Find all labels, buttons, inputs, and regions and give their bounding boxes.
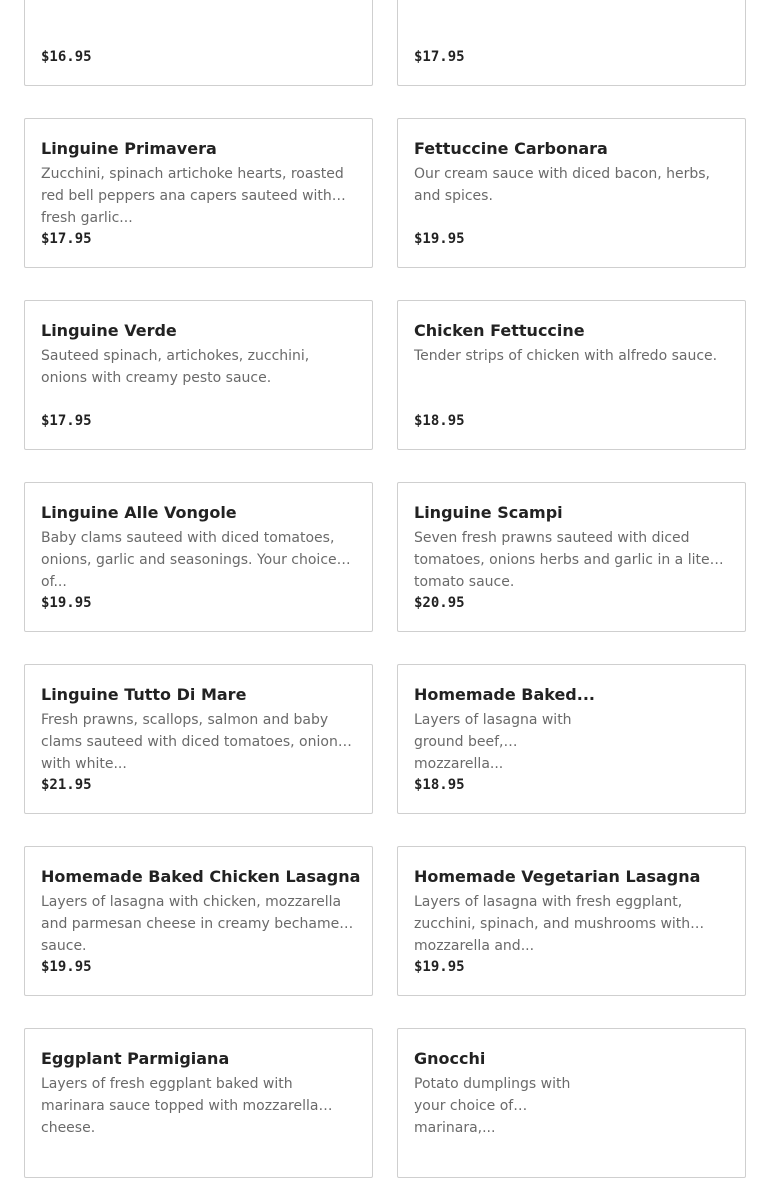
menu-item-card[interactable]: [24, 300, 373, 450]
menu-item-price: $17.95: [41, 231, 92, 247]
menu-item-name: Linguine Alle Vongole: [41, 503, 237, 522]
menu-item-card[interactable]: [397, 846, 746, 996]
menu-item-description: Layers of lasagna with ground beef, mozzarella...: [414, 712, 572, 772]
menu-item-card[interactable]: [397, 482, 746, 632]
menu-item-name: Linguine Primavera: [41, 139, 217, 158]
menu-item-description: Tender strips of chicken with alfredo sauce.: [414, 348, 718, 364]
menu-item-price: $19.95: [414, 959, 465, 975]
menu-item-name: Fettuccine Carbonara: [414, 139, 608, 158]
menu-item-card[interactable]: [24, 482, 373, 632]
menu-item-name: Linguine Tutto Di Mare: [41, 685, 247, 704]
menu-item-description: Layers of lasagna with chicken, mozzarella and parmesan cheese in creamy bechamel sauce.: [41, 894, 344, 954]
menu-item-description: Sauteed spinach, artichokes, zucchini, onions with creamy pesto sauce.: [41, 348, 310, 386]
menu-item-price: $19.95: [41, 959, 92, 975]
menu-item-name: Chicken Fettuccine: [414, 321, 585, 340]
menu-item-price: $18.95: [414, 413, 465, 429]
menu-item-description: Our cream sauce with diced bacon, herbs, and spices.: [414, 166, 710, 204]
menu-item-price: $17.95: [414, 49, 465, 65]
menu-item-description: Fresh prawns, scallops, salmon and baby clams sauteed with diced tomatoes, onions with white...: [41, 712, 346, 772]
menu-item-price: $18.95: [414, 777, 465, 793]
menu-item-card[interactable]: [24, 846, 373, 996]
menu-item-name: Linguine Verde: [41, 321, 177, 340]
menu-item-name: Homemade Baked...: [414, 685, 595, 704]
menu-item-name: Linguine Scampi: [414, 503, 563, 522]
menu-item-description: [414, 0, 729, 1]
menu-item-card[interactable]: [24, 1028, 373, 1178]
menu-item-price: $16.95: [41, 49, 92, 65]
menu-item-name: Homemade Vegetarian Lasagna: [414, 867, 701, 886]
menu-item-card[interactable]: [397, 1028, 746, 1178]
menu-item-price: $21.95: [41, 777, 92, 793]
menu-item-card[interactable]: [397, 300, 746, 450]
menu-item-description: Zucchini, spinach artichoke hearts, roasted red bell peppers ana capers sauteed with fresh garlic...: [41, 166, 344, 226]
menu-item-card[interactable]: [397, 0, 746, 86]
menu-items-grid: [24, 0, 746, 1178]
menu-item-card[interactable]: [397, 664, 746, 814]
menu-item-name: Homemade Baked Chicken Lasagna: [41, 867, 361, 886]
menu-item-description: [41, 0, 356, 1]
menu-item-description: Layers of fresh eggplant baked with marinara sauce topped with mozzarella cheese.: [41, 1076, 319, 1136]
menu-item-name: Gnocchi: [414, 1049, 486, 1068]
menu-item-card[interactable]: [24, 118, 373, 268]
menu-item-card[interactable]: [24, 664, 373, 814]
menu-item-description: Potato dumplings with your choice of marinara,...: [414, 1076, 571, 1136]
menu-item-card[interactable]: [24, 0, 373, 86]
menu-item-description: Seven fresh prawns sauteed with diced tomatoes, onions herbs and garlic in a lite tomato sauce.: [414, 530, 710, 590]
menu-item-price: $17.95: [41, 413, 92, 429]
menu-item-price: $20.95: [414, 595, 465, 611]
menu-item-price: $19.95: [414, 231, 465, 247]
menu-item-price: $19.95: [41, 595, 92, 611]
menu-item-name: Eggplant Parmigiana: [41, 1049, 230, 1068]
menu-item-description: Baby clams sauteed with diced tomatoes, onions, garlic and seasonings. Your choice of...: [41, 530, 337, 590]
menu-item-card[interactable]: [397, 118, 746, 268]
menu-item-description: Layers of lasagna with fresh eggplant, zucchini, spinach, and mushrooms with mozzarella and...: [414, 894, 691, 954]
